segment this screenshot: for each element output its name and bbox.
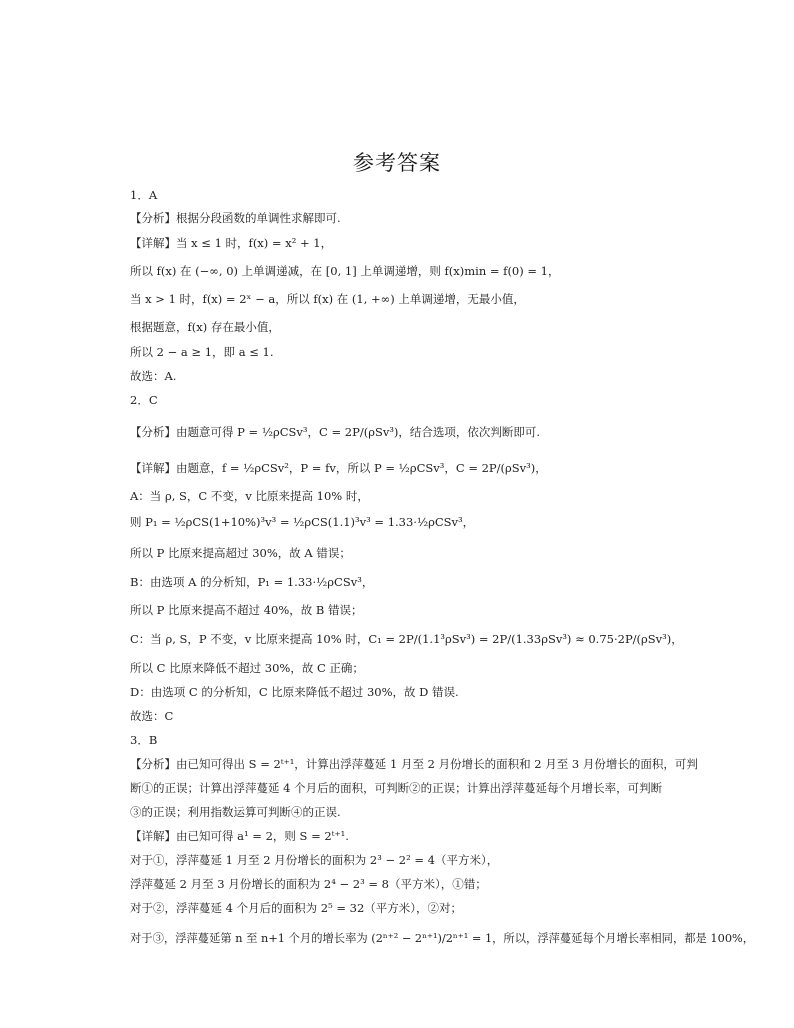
answer-1-choice: 故选：A.	[130, 369, 177, 383]
answer-3-detail-line: 【详解】由已知可得 a¹ = 2，则 S = 2ᵗ⁺¹.	[130, 829, 349, 843]
answer-2-analysis: 【分析】由题意可得 P = ½ρCSv³，C = 2P/(ρSv³)，结合选项，依次判断即可.	[130, 425, 541, 439]
answer-2-choice: 故选：C	[130, 709, 174, 723]
answer-1-detail-line: 根据题意，f(x) 存在最小值，	[130, 320, 280, 334]
answer-3-detail-line: 对于①，浮萍蔓延 1 月至 2 月份增长的面积为 2³ − 2² = 4（平方米），	[130, 853, 499, 867]
answer-2-detail-line: 所以 P 比原来提高不超过 40%，故 B 错误；	[130, 603, 363, 617]
answer-2-detail-line: 所以 P 比原来提高超过 30%，故 A 错误；	[130, 546, 351, 560]
answer-1-detail-line: 当 x > 1 时，f(x) = 2ˣ − a，所以 f(x) 在 (1, +∞) 上单调递增，无最小值，	[130, 292, 525, 306]
answer-3-detail-line: 对于②，浮萍蔓延 4 个月后的面积为 2⁵ = 32（平方米），②对；	[130, 901, 463, 915]
answer-3-analysis-line: 【分析】由已知可得出 S = 2ᵗ⁺¹，计算出浮萍蔓延 1 月至 2 月份增长的面积和 2 月至 3 月份增长的面积，可判	[130, 757, 698, 771]
answer-2-number: 2．C	[130, 393, 158, 407]
page-title: 参考答案	[353, 151, 441, 175]
answer-1-detail-line: 【详解】当 x ≤ 1 时，f(x) = x² + 1，	[130, 236, 333, 250]
answer-1-analysis: 【分析】根据分段函数的单调性求解即可.	[130, 211, 341, 225]
answer-3-analysis-line: ③的正误；利用指数运算可判断④的正误.	[130, 805, 341, 819]
answer-2-detail-line: D：由选项 C 的分析知，C 比原来降低不超过 30%，故 D 错误.	[130, 685, 459, 699]
answer-3-analysis-line: 断①的正误；计算出浮萍蔓延 4 个月后的面积，可判断②的正误；计算出浮萍蔓延每个月增长率，可判断	[130, 781, 663, 795]
answer-1-number: 1．A	[130, 188, 158, 202]
answer-3-detail-line: 浮萍蔓延 2 月至 3 月份增长的面积为 2⁴ − 2³ = 8（平方米），①错；	[130, 877, 487, 891]
answer-2-detail-line: 则 P₁ = ½ρCS(1+10%)³v³ = ½ρCS(1.1)³v³ = 1.33·½ρCSv³，	[130, 515, 475, 529]
answer-2-detail-line: B：由选项 A 的分析知，P₁ = 1.33·½ρCSv³，	[130, 575, 374, 589]
answer-2-detail-line: C：当 ρ, S，P 不变，v 比原来提高 10% 时，C₁ = 2P/(1.1³ρSv³) = 2P/(1.33ρSv³) ≈ 0.75·2P/(ρSv³)，	[130, 632, 683, 646]
answer-1-detail-line: 所以 2 − a ≥ 1，即 a ≤ 1.	[130, 345, 274, 359]
answer-1-detail-line: 所以 f(x) 在 (−∞, 0) 上单调递减，在 [0, 1] 上单调递增，则 f(x)min = f(0) = 1，	[130, 264, 560, 278]
answer-3-number: 3．B	[130, 733, 158, 747]
answer-2-detail-line: 【详解】由题意，f = ½ρCSv²，P = fv，所以 P = ½ρCSv³，C = 2P/(ρSv³)，	[130, 461, 547, 475]
answer-2-detail-line: A：当 ρ, S，C 不变，v 比原来提高 10% 时，	[130, 489, 369, 503]
answer-3-detail-line: 对于③，浮萍蔓延第 n 至 n+1 个月的增长率为 (2ⁿ⁺² − 2ⁿ⁺¹)/2ⁿ⁺¹ = 1，所以，浮萍蔓延每个月增长率相同，都是 100%，	[130, 931, 755, 945]
answer-2-detail-line: 所以 C 比原来降低不超过 30%，故 C 正确；	[130, 661, 364, 675]
